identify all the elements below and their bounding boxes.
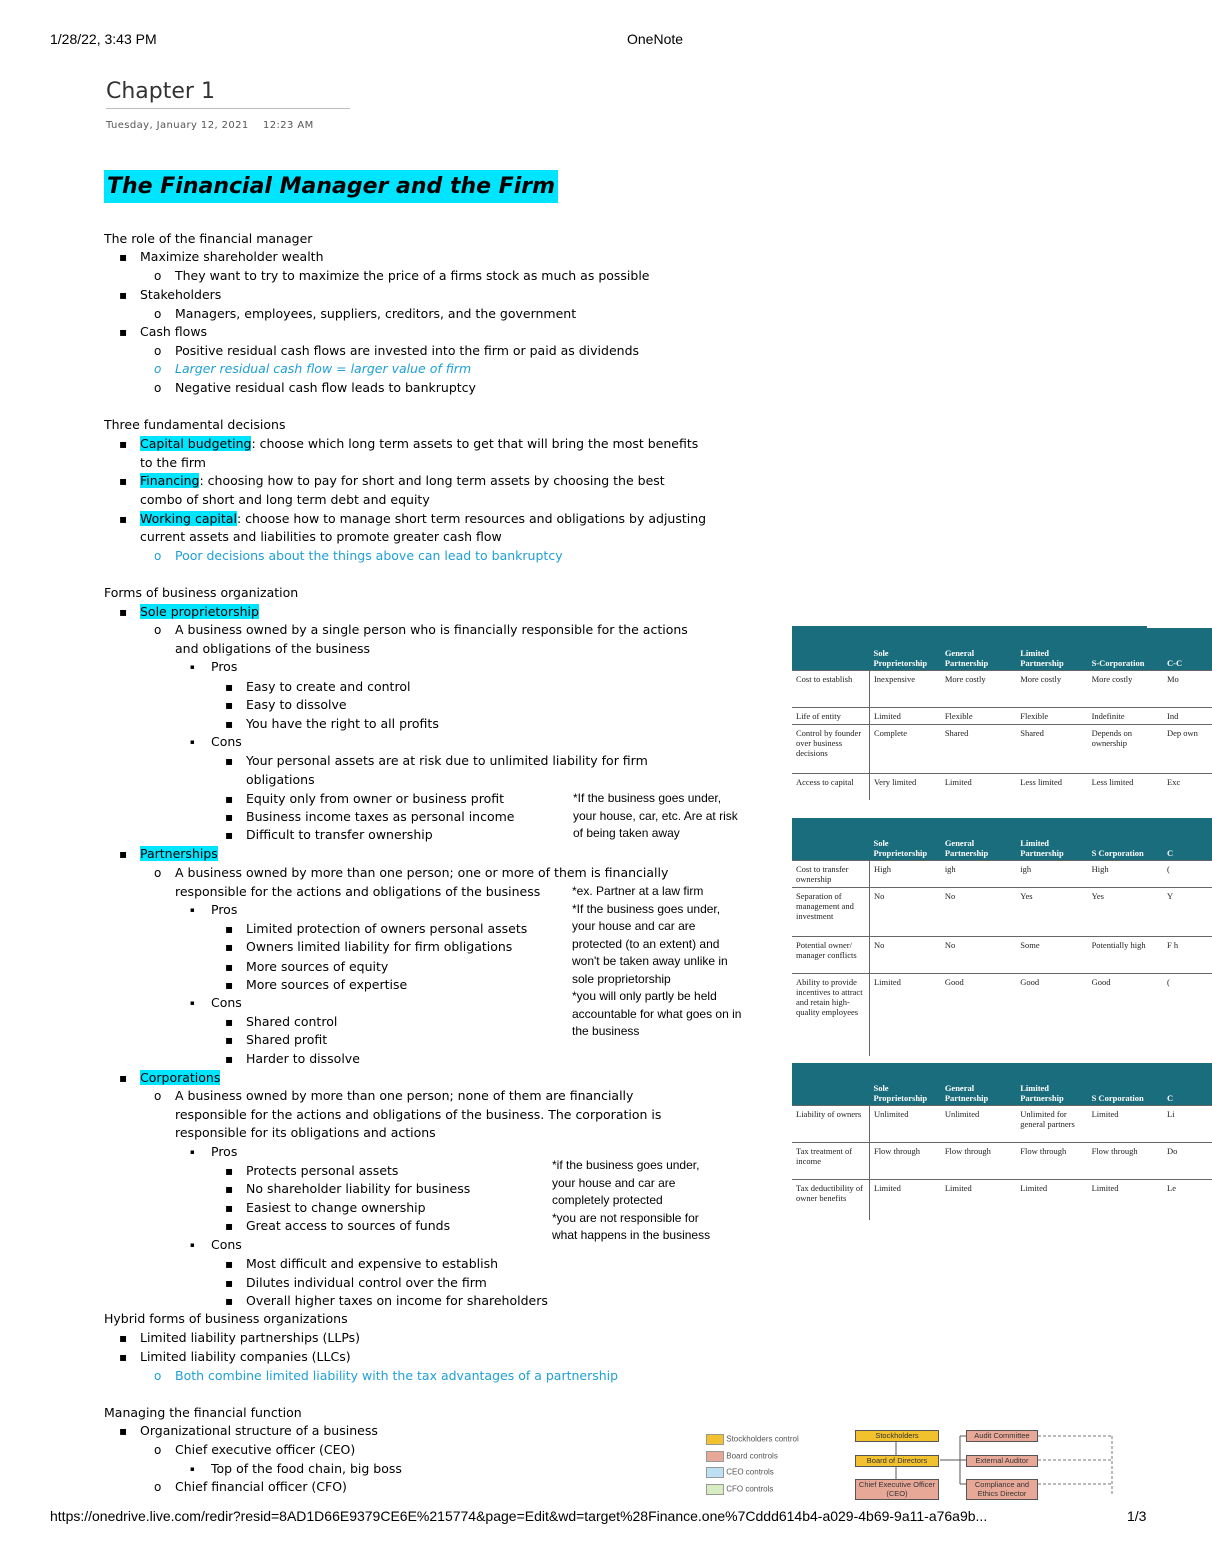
table-cell: Very limited [869,774,940,801]
table-cell: Shared [941,725,1016,774]
table-cell: igh [941,861,1016,888]
table-cell: Flow through [941,1143,1016,1180]
list-item: ▪ Financing: choosing how to pay for short and long term assets by choosing the best [140,472,665,491]
list-item: ▪ Overall higher taxes on income for shareholders [246,1292,548,1311]
list-item: ▪ Easiest to change ownership [246,1199,426,1218]
table-cell: Yes [1088,888,1163,937]
comparison-table-3 [792,1063,1178,1231]
table-row [792,861,1212,888]
table-cell: ( [1163,861,1212,888]
table-header-cell: C [1163,818,1212,861]
table-cell: Life of entity [792,708,869,725]
page-url: https://onedrive.live.com/redir?resid=8AD1D66E9379CE6E%215774&page=Edit&wd=target%28Finance.one%7Cddd614b4-a029-4b69-9a11-a76a9b... [50,1508,988,1524]
list-item: o Chief financial officer (CFO) [175,1478,347,1497]
page-number: 1/3 [1127,1508,1147,1524]
list-item-continued: to the firm [140,455,206,470]
section-heading-decisions: Three fundamental decisions [104,417,286,432]
list-item-continued: responsible for its obligations and actions [175,1125,436,1140]
list-item: ▪ Equity only from owner or business profit [246,790,504,809]
table-header-cell: Limited Partnership [1016,1063,1087,1106]
table-cell: No [941,888,1016,937]
org-box-audit-committee: Audit Committee [966,1430,1038,1442]
table-cell: Cost to establish [792,671,869,708]
table-cell: Exc [1163,774,1212,801]
page-title: Chapter 1 [106,79,215,104]
list-item: ▪ Partnerships [140,845,218,864]
legend-item: CEO controls [706,1467,774,1478]
list-item: o Negative residual cash flow leads to bankruptcy [175,379,476,398]
table-cell: Limited [869,974,940,1057]
table-cell: Mo [1163,671,1212,708]
table-cell: Tax treatment of income [792,1143,869,1180]
list-item-highlighted: o Poor decisions about the things above can lead to bankruptcy [175,547,563,566]
table-cell: Limited [941,774,1016,801]
list-item: ▪ Great access to sources of funds [246,1217,450,1236]
table-row [792,1180,1212,1221]
list-item: o A business owned by more than one person; one or more of them is financially [175,864,668,883]
table-row [792,671,1212,708]
list-item: ▪ Cash flows [140,323,207,342]
side-note: *ex. Partner at a law firm *If the business goes under, your house and car are protected (to an extent) and won't be taken away unlike in sole proprietorship *you will only partly be held accountable for what goes on in the business [572,884,742,1038]
table-header-cell: Limited Partnership [1016,628,1087,671]
side-note: *If the business goes under, your house, car, etc. Are at risk of being taken away [573,791,738,840]
table-cell: Good [1016,974,1087,1057]
table-cell: Flexible [1016,708,1087,725]
table-header-cell: Limited Partnership [1016,818,1087,861]
list-item-continued: and obligations of the business [175,641,371,656]
list-item-continued: current assets and liabilities to promote greater cash flow [140,529,502,544]
org-box-compliance: Compliance and Ethics Director [966,1479,1038,1500]
list-item-continued: responsible for the actions and obligations of the business. The corporation is [175,1107,662,1122]
table-cell: Limited [941,1180,1016,1221]
side-note: *if the business goes under, your house and car are completely protected *you are not responsible for what happens in the business [552,1158,711,1242]
list-item: ▪ More sources of equity [246,958,388,977]
section-heading-forms: Forms of business organization [104,585,299,600]
legend-item: CFO controls [706,1484,773,1495]
legend-item: Board controls [706,1451,778,1462]
org-box-external-auditor: External Auditor [966,1455,1038,1467]
list-item: ▪ Capital budgeting: choose which long term assets to get that will bring the most benefits [140,435,698,454]
table-header-cell [792,628,869,671]
list-item: ▪ Pros [211,1143,237,1162]
table-header-cell: C-C [1163,628,1212,671]
table-header-cell: General Partnership [941,1063,1016,1106]
list-item: o They want to try to maximize the price of a firms stock as much as possible [175,267,650,286]
table-header-cell: S Corporation [1088,1063,1163,1106]
list-item: ▪ Cons [211,994,242,1013]
table-cell: More costly [1016,671,1087,708]
list-item: ▪ Corporations [140,1069,220,1088]
list-item: ▪ Pros [211,901,237,920]
table-cell: No [869,888,940,937]
table-cell: Ind [1163,708,1212,725]
list-item: ▪ Most difficult and expensive to establish [246,1255,498,1274]
section-heading-hybrid: Hybrid forms of business organizations [104,1311,348,1326]
list-item: ▪ Dilutes individual control over the firm [246,1274,487,1293]
table-cell: Cost to transfer ownership [792,861,869,888]
table-cell: Ability to provide incentives to attract and retain high-quality employees [792,974,869,1057]
section-heading-role: The role of the financial manager [104,231,313,246]
table-header-cell: S Corporation [1088,818,1163,861]
table-cell: Flexible [941,708,1016,725]
table-row [792,1106,1212,1143]
section-heading-managing: Managing the financial function [104,1405,302,1420]
table-cell: Unlimited [941,1106,1016,1143]
list-item: o A business owned by a single person who is financially responsible for the actions [175,621,688,640]
list-item: ▪ Working capital: choose how to manage short term resources and obligations by adjusting [140,510,706,529]
print-app-name: OneNote [627,31,684,47]
table-cell: Separation of management and investment [792,888,869,937]
table-cell: High [1088,861,1163,888]
table-cell: Complete [869,725,940,774]
org-box-board: Board of Directors [855,1455,939,1467]
list-item: o Chief executive officer (CEO) [175,1441,355,1460]
comparison-table-2 [792,818,1179,1058]
table-row [792,888,1212,937]
table-cell: Y [1163,888,1212,937]
table-row [792,974,1212,1057]
table-header-cell: General Partnership [941,818,1016,861]
list-item-highlighted: o Larger residual cash flow = larger value of firm [175,360,471,379]
table-cell: Limited [1088,1180,1163,1221]
list-item-continued: obligations [246,772,315,787]
table-cell: Limited [1016,1180,1087,1221]
page-date: Tuesday, January 12, 2021 12:23 AM [106,120,314,131]
table-cell: Depends on ownership [1088,725,1163,774]
table-cell: Good [1088,974,1163,1057]
list-item: ▪ Easy to create and control [246,678,410,697]
list-item: ▪ Cons [211,1236,242,1255]
org-box-stockholders: Stockholders [855,1430,939,1442]
list-item: ▪ Top of the food chain, big boss [211,1460,402,1479]
table-cell: Limited [1088,1106,1163,1143]
table-cell: Unlimited [869,1106,940,1143]
print-datetime: 1/28/22, 3:43 PM [50,31,157,47]
table-cell: Flow through [1016,1143,1087,1180]
main-heading: The Financial Manager and the Firm [104,170,558,203]
list-item: ▪ Protects personal assets [246,1162,398,1181]
table-cell: More costly [1088,671,1163,708]
table-cell: Tax deductibility of owner benefits [792,1180,869,1221]
table-row [792,774,1212,801]
list-item: ▪ Limited liability partnerships (LLPs) [140,1329,360,1348]
list-item-highlighted: o Both combine limited liability with the tax advantages of a partnership [175,1367,618,1386]
table-cell: Indefinite [1088,708,1163,725]
table-cell: Shared [1016,725,1087,774]
table-cell: Li [1163,1106,1212,1143]
table-cell: High [869,861,940,888]
list-item: ▪ Difficult to transfer ownership [246,826,433,845]
list-item: ▪ Business income taxes as personal income [246,808,514,827]
list-item: ▪ Sole proprietorship [140,603,259,622]
table-row [792,937,1212,974]
table-cell: Potentially high [1088,937,1163,974]
table-header-cell: C [1163,1063,1212,1106]
list-item: ▪ More sources of expertise [246,976,407,995]
table-cell: Do [1163,1143,1212,1180]
legend-swatch [706,1484,724,1495]
table-cell: F h [1163,937,1212,974]
table-cell: Limited [869,708,940,725]
list-item: ▪ Pros [211,658,237,677]
list-item-continued: responsible for the actions and obligations of the business [175,884,541,899]
list-item: ▪ Stakeholders [140,286,221,305]
comparison-table-1 [792,626,1198,814]
list-item: ▪ Shared profit [246,1031,327,1050]
list-item-continued: combo of short and long term debt and equity [140,492,430,507]
table-cell: Le [1163,1180,1212,1221]
list-item: o Positive residual cash flows are invested into the firm or paid as dividends [175,342,639,361]
table-cell: Access to capital [792,774,869,801]
table-header-cell: Sole Proprietorship [869,818,940,861]
list-item: o A business owned by more than one person; none of them are financially [175,1087,633,1106]
table-header-cell [792,1063,869,1106]
list-item: ▪ Harder to dissolve [246,1050,360,1069]
legend-swatch [706,1434,724,1445]
list-item: ▪ No shareholder liability for business [246,1180,470,1199]
list-item: ▪ Your personal assets are at risk due to unlimited liability for firm [246,752,648,771]
table-cell: No [869,937,940,974]
table-cell: Yes [1016,888,1087,937]
legend-swatch [706,1467,724,1478]
list-item: o Managers, employees, suppliers, creditors, and the government [175,305,576,324]
table-cell: Limited [869,1180,940,1221]
table-cell: Some [1016,937,1087,974]
legend-item: Stockholders control [706,1434,799,1445]
list-item: ▪ Limited protection of owners personal assets [246,920,527,939]
title-underline [106,108,350,109]
table-header-cell [792,818,869,861]
table-row [792,708,1212,725]
list-item: ▪ Limited liability companies (LLCs) [140,1348,351,1367]
table-cell: More costly [941,671,1016,708]
table-cell: Less limited [1088,774,1163,801]
list-item: ▪ You have the right to all profits [246,715,439,734]
table-cell: Flow through [1088,1143,1163,1180]
table-cell: Potential owner/ manager conflicts [792,937,869,974]
list-item: ▪ Organizational structure of a business [140,1422,378,1441]
table-header-cell: General Partnership [941,628,1016,671]
table-header-cell: Sole Proprietorship [869,1063,940,1106]
table-cell: Less limited [1016,774,1087,801]
list-item: ▪ Shared control [246,1013,337,1032]
table-header-cell: Sole Proprietorship [869,628,940,671]
table-row [792,725,1212,774]
list-item: ▪ Maximize shareholder wealth [140,248,324,267]
legend-swatch [706,1451,724,1462]
table-cell: Liability of owners [792,1106,869,1143]
table-cell: Dep own [1163,725,1212,774]
table-row [792,1143,1212,1180]
table-cell: No [941,937,1016,974]
table-cell: Flow through [869,1143,940,1180]
list-item: ▪ Cons [211,733,242,752]
table-cell: igh [1016,861,1087,888]
table-cell: ( [1163,974,1212,1057]
table-cell: Unlimited for general partners [1016,1106,1087,1143]
table-header-cell: S-Corporation [1088,628,1163,671]
list-item: ▪ Owners limited liability for firm obligations [246,938,512,957]
table-cell: Inexpensive [869,671,940,708]
table-cell: Control by founder over business decisions [792,725,869,774]
list-item: ▪ Easy to dissolve [246,696,347,715]
org-box-ceo: Chief Executive Officer (CEO) [855,1479,939,1500]
table-cell: Good [941,974,1016,1057]
